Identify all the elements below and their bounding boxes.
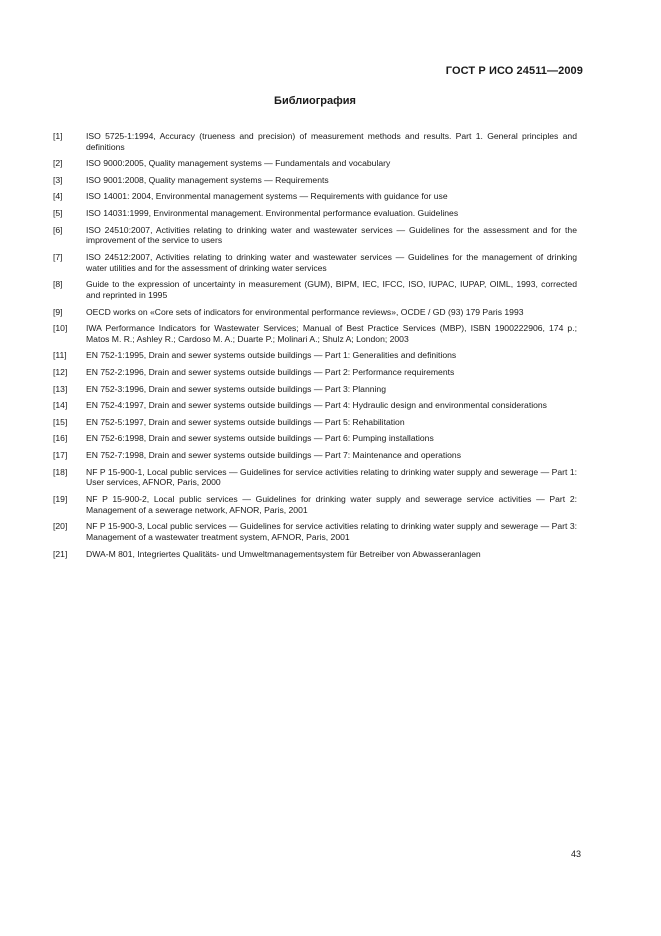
bibliography-entry (53, 467, 577, 488)
bibliography-entry (53, 323, 577, 344)
bibliography-entry (53, 191, 577, 202)
bibliography-entry (53, 225, 577, 246)
reference-number: [2] (53, 158, 63, 169)
reference-number: [3] (53, 174, 63, 185)
reference-number: [19] (53, 493, 68, 504)
reference-number: [4] (53, 191, 63, 202)
reference-number: [20] (53, 521, 68, 532)
reference-number: [18] (53, 466, 68, 477)
reference-text: ISO 9001:2008, Quality management systems — Requirements (86, 174, 329, 185)
reference-number: [11] (53, 350, 67, 361)
reference-text: ISO 5725-1:1994, Accuracy (trueness and precision) of measurement methods and results. Part 1. General principles and definitions (86, 131, 577, 152)
reference-number: [1] (53, 131, 63, 141)
bibliography-entry (53, 279, 577, 300)
bibliography-entry (53, 350, 577, 361)
bibliography-entry (53, 208, 577, 219)
reference-number: [12] (53, 367, 68, 378)
reference-number: [14] (53, 400, 68, 411)
reference-text: EN 752-4:1997, Drain and sewer systems outside buildings — Part 4: Hydraulic design and environmental considerations (86, 400, 547, 411)
reference-number: [10] (53, 323, 68, 334)
bibliography-entry (53, 400, 577, 411)
reference-text: ISO 9000:2005, Quality management systems — Fundamentals and vocabulary (86, 158, 391, 169)
reference-number: [15] (53, 416, 68, 427)
bibliography-entry (53, 450, 577, 461)
bibliography-list (53, 131, 577, 565)
bibliography-entry (53, 521, 577, 542)
reference-text: EN 752-5:1997, Drain and sewer systems outside buildings — Part 5: Rehabilitation (86, 416, 405, 427)
reference-text: EN 752-1:1995, Drain and sewer systems outside buildings — Part 1: Generalities and definitions (86, 350, 457, 361)
reference-text: Guide to the expression of uncertainty in measurement (GUM), BIPM, IEC, IFCC, ISO, IUPAC, IUPAP, OIML, 1993, corrected and reprinted in 1995 (86, 279, 577, 300)
reference-text: OECD works on «Core sets of indicators for environmental performance reviews», OCDE / GD (93) 179 Paris 1993 (86, 306, 524, 317)
reference-text: NF P 15-900-2, Local public services — Guidelines for drinking water supply and sewerage service activities — Part 2: Management of a sewerage network, AFNOR, Paris, 2001 (86, 493, 577, 515)
bibliography-entry (53, 433, 577, 444)
reference-text: ISO 24512:2007, Activities relating to drinking water and wastewater services — Guidelines for the management of drinking water utilities and for the assessment of drinking water services (86, 251, 577, 273)
bibliography-entry (53, 384, 577, 395)
reference-number: [21] (53, 548, 68, 559)
reference-text: EN 752-7:1998, Drain and sewer systems outside buildings — Part 7: Maintenance and operations (86, 450, 461, 461)
bibliography-entry (53, 549, 577, 560)
reference-number: [17] (53, 450, 68, 461)
reference-number: [8] (53, 279, 63, 290)
standard-header: ГОСТ Р ИСО 24511—2009 (445, 65, 583, 77)
bibliography-entry (53, 307, 577, 318)
reference-text: EN 752-3:1996, Drain and sewer systems outside buildings — Part 3: Planning (86, 383, 386, 394)
bibliography-entry (53, 175, 577, 186)
reference-text: NF P 15-900-1, Local public services — Guidelines for service activities relating to drinking water supply and sewerage — Part 1: User services, AFNOR, Paris, 2000 (86, 466, 577, 488)
page-number: 43 (570, 849, 581, 859)
reference-number: [5] (53, 208, 63, 219)
bibliography-entry (53, 367, 577, 378)
reference-text: ISO 14001: 2004, Environmental management systems — Requirements with guidance for use (86, 191, 448, 202)
reference-number: [7] (53, 251, 63, 262)
reference-text: EN 752-2:1996, Drain and sewer systems outside buildings — Part 2: Performance requirements (86, 367, 455, 378)
reference-text: IWA Performance Indicators for Wastewater Services; Manual of Best Practice Services (MBP), ISBN 1900222906, 174 p.; Matos M. R.; Ashley R.; Cardoso M. A.; Duarte P.; Molinari A.; Shulz A; London; 2003 (86, 323, 577, 344)
section-title: Библиография (274, 95, 356, 107)
reference-number: [13] (53, 383, 68, 394)
bibliography-entry (53, 131, 577, 152)
bibliography-entry (53, 417, 577, 428)
bibliography-entry (53, 158, 577, 169)
reference-text: ISO 24510:2007, Activities relating to drinking water and wastewater services — Guidelines for the assessment and for the improvement of the service to users (86, 224, 577, 246)
reference-text: NF P 15-900-3, Local public services — Guidelines for service activities relating to drinking water supply and sewerage — Part 3: Management of a wastewater treatment system, AFNOR, Paris, 2001 (86, 521, 577, 542)
bibliography-entry (53, 252, 577, 273)
reference-text: EN 752-6:1998, Drain and sewer systems outside buildings — Part 6: Pumping installations (86, 433, 434, 444)
reference-number: [9] (53, 306, 63, 317)
reference-text: ISO 14031:1999, Environmental management. Environmental performance evaluation. Guidelines (86, 208, 459, 219)
reference-number: [6] (53, 224, 63, 235)
reference-text: DWA-M 801, Integriertes Qualitäts- und Umweltmanagementsystem für Betreiber von Abwasseranlagen (86, 548, 481, 559)
reference-number: [16] (53, 433, 68, 444)
bibliography-entry (53, 494, 577, 515)
